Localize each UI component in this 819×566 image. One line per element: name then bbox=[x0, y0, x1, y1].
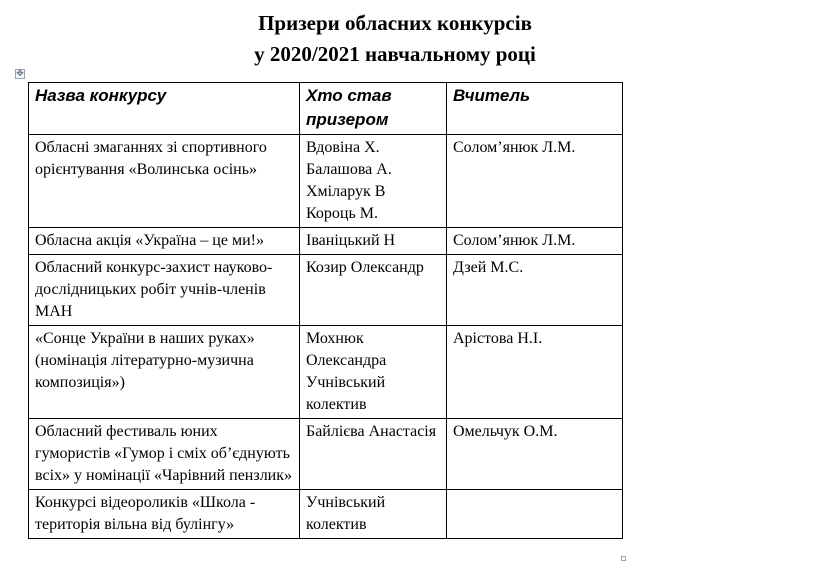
winner-name: Мохнюк Олександра bbox=[306, 330, 387, 369]
winner-name: Іваніцький Н bbox=[306, 232, 396, 249]
teacher-cell: Омельчук О.М. bbox=[447, 419, 623, 490]
contest-cell: Конкурсі відеороликів «Школа - територія вільна від булінгу» bbox=[29, 490, 300, 539]
contest-cell: Обласні змаганнях зі спортивного орієнтування «Волинська осінь» bbox=[29, 135, 300, 228]
table-row bbox=[29, 490, 623, 539]
winner-name: Козир Олександр bbox=[306, 259, 424, 276]
table-row bbox=[29, 228, 623, 255]
contest-cell: Обласний фестиваль юних гумористів «Гумор і сміх об’єднують всіх» у номінації «Чарівний пензлик» bbox=[29, 419, 300, 490]
table-resize-handle[interactable] bbox=[621, 556, 626, 561]
winner-name: Вдовіна Х. bbox=[306, 139, 380, 156]
table-row bbox=[29, 326, 623, 419]
table-row bbox=[29, 255, 623, 326]
page-title-line-2: у 2020/2021 навчальному році bbox=[254, 42, 536, 66]
teacher-cell bbox=[447, 490, 623, 539]
winner-cell bbox=[300, 419, 447, 490]
teacher-cell: Солом’янюк Л.М. bbox=[447, 228, 623, 255]
winner-name: Учнівський колектив bbox=[306, 374, 386, 413]
contest-cell: «Сонце України в наших руках» (номінація літературно-музична композиція») bbox=[29, 326, 300, 419]
table-header-row bbox=[29, 83, 623, 135]
table-row bbox=[29, 419, 623, 490]
teacher-cell: Дзей М.С. bbox=[447, 255, 623, 326]
winner-cell bbox=[300, 490, 447, 539]
winner-name: Учнівський колектив bbox=[306, 494, 386, 533]
header-teacher: Вчитель bbox=[447, 83, 623, 135]
table-row bbox=[29, 135, 623, 228]
winner-cell bbox=[300, 228, 447, 255]
page-title-line-1: Призери обласних конкурсів bbox=[258, 11, 532, 35]
table-move-handle-icon[interactable]: ✥ bbox=[16, 69, 24, 79]
teacher-cell: Солом’янюк Л.М. bbox=[447, 135, 623, 228]
winner-name: Байлієва Анастасія bbox=[306, 423, 437, 440]
teacher-cell: Арістова Н.І. bbox=[447, 326, 623, 419]
winner-name: Балашова А. bbox=[306, 161, 392, 178]
header-winner: Хто став призером bbox=[300, 83, 447, 135]
winner-name: Короць М. bbox=[306, 205, 378, 222]
winner-cell bbox=[300, 326, 447, 419]
contest-cell: Обласний конкурс-захист науково-дослідницьких робіт учнів-членів МАН bbox=[29, 255, 300, 326]
header-contest: Назва конкурсу bbox=[29, 83, 300, 135]
winner-name: Хміларук В bbox=[306, 183, 386, 200]
winner-cell bbox=[300, 135, 447, 228]
prize-winners-table bbox=[28, 82, 623, 539]
winner-cell bbox=[300, 255, 447, 326]
contest-cell: Обласна акція «Україна – це ми!» bbox=[29, 228, 300, 255]
